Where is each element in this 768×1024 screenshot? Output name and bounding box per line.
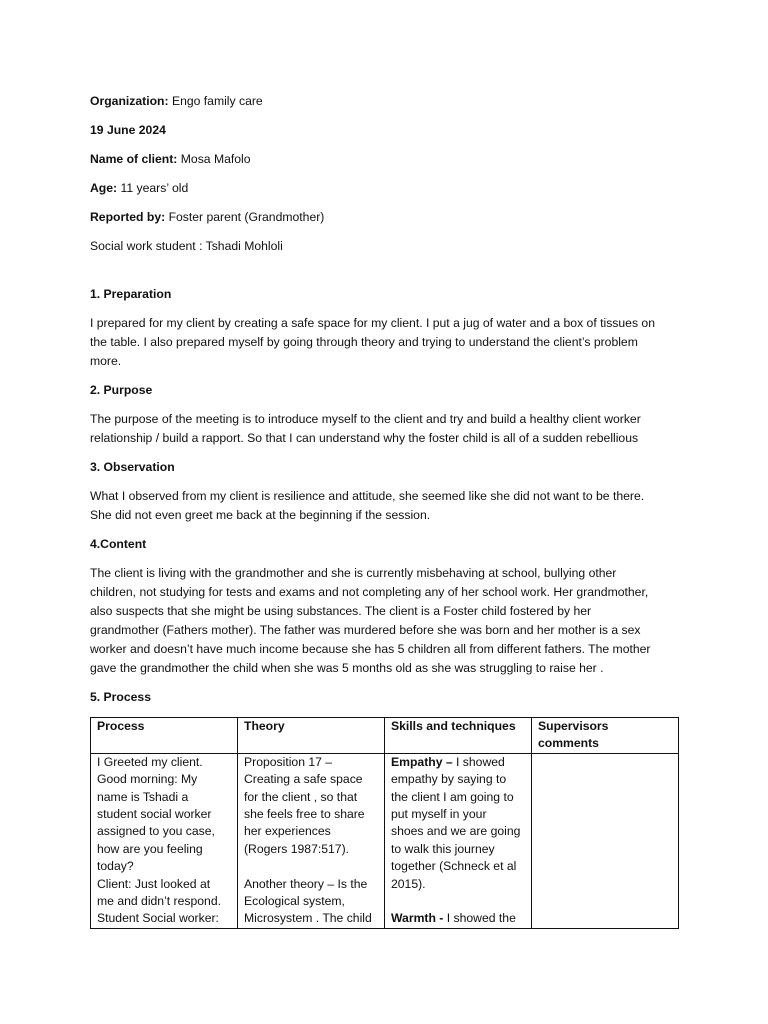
cell-line: put myself in your: [391, 806, 487, 821]
process-cell: [91, 753, 238, 928]
theory-cell: [238, 753, 385, 928]
cell-line: name is Tshadi a: [97, 789, 189, 804]
cell-line: the client I am going to: [391, 789, 514, 804]
table-header-row: [91, 718, 679, 754]
cell-line: Client: Just looked at: [97, 876, 211, 891]
cell-line: me and didn’t respond.: [97, 893, 221, 908]
cell-line: Proposition 17 –: [244, 754, 333, 769]
cell-line: [391, 910, 525, 927]
cell-line: today?: [97, 859, 134, 874]
table-row: [91, 753, 679, 928]
cell-line: Microsystem . The child: [244, 911, 372, 926]
student-line: Social work student : Tshadi Mohloli: [90, 239, 283, 253]
document-page: [90, 92, 680, 929]
paragraph-line: children, not studying for tests and exams and not completing any of her school work. Her grandmother,: [90, 585, 649, 599]
section-body-observation: [90, 487, 680, 525]
organization-line: [90, 92, 680, 111]
cell-line: how are you feeling: [97, 841, 203, 856]
empathy-label: Empathy –: [391, 754, 453, 769]
empathy-text: I showed: [452, 754, 505, 769]
section-heading-preparation: 1. Preparation: [90, 287, 172, 301]
cell-line: 2015).: [391, 876, 426, 891]
process-table: [90, 717, 679, 929]
cell-line: [391, 754, 525, 771]
reported-value: Foster parent (Grandmother): [168, 210, 325, 224]
reported-label: Reported by:: [90, 210, 166, 224]
paragraph-line: worker and doesn’t have much income because she has 5 children all from different fathers. The mother: [90, 642, 651, 656]
section-body-content: [90, 564, 680, 678]
organization-label: Organization:: [90, 94, 169, 108]
section-heading-content: 4.Content: [90, 537, 147, 551]
section-body-preparation: [90, 314, 680, 371]
skills-cell: [385, 753, 532, 928]
organization-value: Engo family care: [171, 94, 263, 108]
column-header-skills: Skills and techniques: [385, 718, 532, 754]
paragraph-line: also suspects that she might be using substances. The client is a Foster child fostered by her: [90, 604, 592, 618]
client-label: Name of client:: [90, 152, 178, 166]
cell-line: together (Schneck et al: [391, 859, 517, 874]
age-value: 11 years’ old: [120, 181, 189, 195]
cell-line: shoes and we are going: [391, 824, 521, 839]
cell-line: her experiences: [244, 824, 331, 839]
client-name-line: [90, 150, 680, 169]
cell-line: [244, 858, 378, 875]
section-heading-purpose: 2. Purpose: [90, 383, 153, 397]
paragraph-line: What I observed from my client is resilience and attitude, she seemed like she did not want to be there.: [90, 489, 645, 503]
cell-line: [391, 893, 525, 910]
paragraph-line: The purpose of the meeting is to introduce myself to the client and try and build a healthy client worker: [90, 412, 641, 426]
report-date: 19 June 2024: [90, 123, 166, 137]
cell-line: (Rogers 1987:517).: [244, 841, 350, 856]
client-value: Mosa Mafolo: [180, 152, 251, 166]
reported-by-line: [90, 208, 680, 227]
section-heading-process: 5. Process: [90, 690, 151, 704]
spacer: [90, 256, 680, 285]
paragraph-line: the table. I also prepared myself by going through theory and trying to understand the client’s problem: [90, 335, 638, 349]
paragraph-line: The client is living with the grandmother and she is currently misbehaving at school, bullying other: [90, 566, 617, 580]
column-header-supervisor-comments: Supervisors comments: [532, 718, 679, 754]
cell-line: she feels free to share: [244, 806, 365, 821]
cell-line: for the client , so that: [244, 789, 358, 804]
supervisor-comments-cell: [532, 753, 679, 928]
section-heading-observation: 3. Observation: [90, 460, 175, 474]
cell-line: I Greeted my client.: [97, 754, 203, 769]
paragraph-line: I prepared for my client by creating a safe space for my client. I put a jug of water and a box of tissues on: [90, 316, 655, 330]
warmth-label: Warmth -: [391, 911, 444, 926]
age-line: [90, 179, 680, 198]
paragraph-line: grandmother (Fathers mother). The father was murdered before she was born and her mother is a sex: [90, 623, 641, 637]
warmth-text: I showed the: [443, 911, 516, 926]
cell-line: empathy by saying to: [391, 772, 507, 787]
paragraph-line: She did not even greet me back at the beginning if the session.: [90, 508, 431, 522]
cell-line: assigned to you case,: [97, 824, 215, 839]
paragraph-line: more.: [90, 354, 122, 368]
paragraph-line: gave the grandmother the child when she was 5 months old as she was struggling to raise her .: [90, 661, 604, 675]
cell-line: Good morning: My: [97, 772, 198, 787]
cell-line: Ecological system,: [244, 893, 345, 908]
column-header-process: Process: [91, 718, 238, 754]
age-label: Age:: [90, 181, 118, 195]
cell-line: Student Social worker:: [97, 911, 219, 926]
column-header-theory: Theory: [238, 718, 385, 754]
cell-line: to walk this journey: [391, 841, 495, 856]
cell-line: student social worker: [97, 806, 212, 821]
paragraph-line: relationship / build a rapport. So that I can understand why the foster child is all of a sudden rebellious: [90, 431, 639, 445]
section-body-purpose: [90, 410, 680, 448]
cell-line: Creating a safe space: [244, 772, 363, 787]
cell-line: Another theory – Is the: [244, 876, 368, 891]
